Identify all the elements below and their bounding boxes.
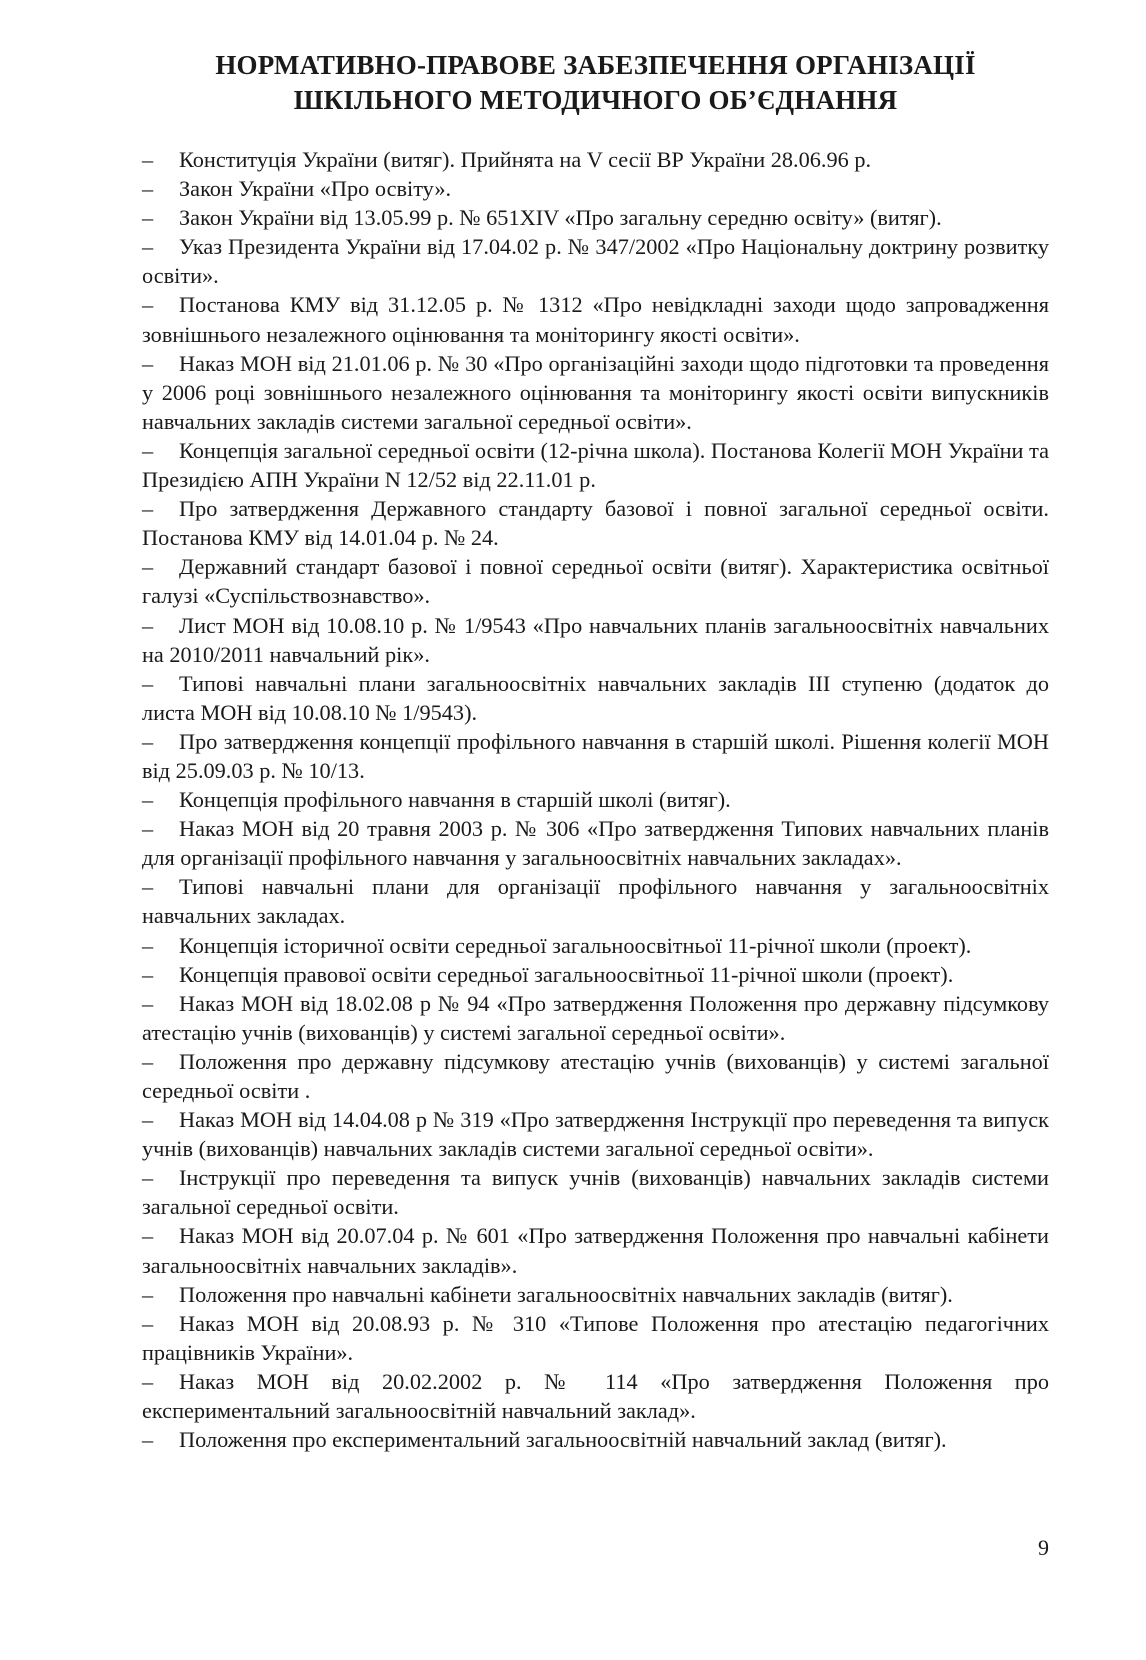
list-item-text: Про затвердження концепції профільного навчання в старшій школі. Рішення колегії МОН від 25.09.03 р. № 10/13. xyxy=(142,728,1049,783)
list-item xyxy=(142,669,1049,727)
list-bullet: – xyxy=(142,554,154,580)
list-item-text: Наказ МОН від 20.08.93 р. № 310 «Типове Положення про атестацію педагогічних працівників України». xyxy=(142,1310,1049,1365)
list-bullet: – xyxy=(142,292,154,318)
list-item-text: Наказ МОН від 14.04.08 р № 319 «Про затвердження Інструкції про переведення та випуск учнів (вихованців) навчальних закладів системи загальної середньої освіти». xyxy=(142,1107,1049,1162)
list-item xyxy=(142,290,1049,348)
list-item xyxy=(142,145,1049,174)
list-bullet: – xyxy=(142,1281,154,1307)
list-item xyxy=(142,611,1049,669)
list-item xyxy=(142,1367,1049,1425)
list-bullet: – xyxy=(142,728,154,754)
list-item-text: Наказ МОН від 20.02.2002 р. № 114 «Про затвердження Положення про експериментальний загальноосвітній навчальний заклад». xyxy=(142,1368,1049,1424)
list-item xyxy=(142,989,1049,1047)
list-bullet: – xyxy=(142,1048,154,1074)
list-item-text: Типові навчальні плани для організації профільного навчання у загальноосвітніх навчальних закладах. xyxy=(142,874,1049,929)
list-item-text: Державний стандарт базової і повної середньої освіти (витяг). Характеристика освітньої галузі «Суспільствознавство». xyxy=(142,554,1049,609)
list-bullet: – xyxy=(142,874,154,900)
list-bullet: – xyxy=(142,1368,154,1394)
list-item xyxy=(142,552,1049,610)
list-bullet: – xyxy=(142,350,154,376)
list-item xyxy=(142,814,1049,872)
list-bullet: – xyxy=(142,670,154,696)
list-item xyxy=(142,872,1049,930)
list-item-text: Концепція загальної середньої освіти (12-річна школа). Постанова Колегії МОН України та Президією АПН України N 12/52 від 22.11.01 р. xyxy=(142,437,1049,493)
list-item-text: Концепція історичної освіти середньої загальноосвітньої 11-річної школи (проект). xyxy=(179,932,972,958)
list-item xyxy=(142,349,1049,436)
title-line-2: ШКІЛЬНОГО МЕТОДИЧНОГО ОБ’ЄДНАННЯ xyxy=(293,85,898,115)
list-item xyxy=(142,931,1049,960)
list-bullet: – xyxy=(142,1107,154,1133)
list-bullet: – xyxy=(142,437,154,463)
list-item-text: Наказ МОН від 20 травня 2003 р. № 306 «Про затвердження Типових навчальних планів для організації профільного навчання у загальноосвітніх навчальних закладах». xyxy=(142,816,1049,871)
list-bullet: – xyxy=(142,147,154,172)
list-item xyxy=(142,174,1049,203)
list-item xyxy=(142,727,1049,785)
list-item-text: Типові навчальні плани загальноосвітніх навчальних закладів III ступеню (додаток до листа МОН від 10.08.10 № 1/9543). xyxy=(142,670,1049,725)
list-bullet: – xyxy=(142,176,154,202)
list-bullet: – xyxy=(142,816,154,842)
list-item xyxy=(142,1425,1049,1454)
list-item xyxy=(142,785,1049,814)
list-bullet: – xyxy=(142,1223,154,1249)
list-item-text: Концепція профільного навчання в старшій школі (витяг). xyxy=(179,787,731,813)
list-item-text: Концепція правової освіти середньої загальноосвітньої 11-річної школи (проект). xyxy=(179,961,954,987)
list-item xyxy=(142,1105,1049,1163)
list-item-text: Лист МОН від 10.08.10 р. № 1/9543 «Про навчальних планів загальноосвітніх навчальних на 2010/2011 навчальний рік». xyxy=(142,612,1049,667)
list-item-text: Постанова КМУ від 31.12.05 р. № 1312 «Про невідкладні заходи щодо запровадження зовнішнього незалежного оцінювання та моніторингу якості освіти». xyxy=(142,292,1049,347)
list-item xyxy=(142,232,1049,290)
list-bullet: – xyxy=(142,787,154,813)
list-item-text: Указ Президента України від 17.04.02 р. № 347/2002 «Про Національну доктрину розвитку освіти». xyxy=(142,234,1049,289)
list-item xyxy=(142,1047,1049,1105)
page-title xyxy=(142,48,1049,118)
list-item xyxy=(142,1309,1049,1367)
title-line-1: НОРМАТИВНО-ПРАВОВЕ ЗАБЕЗПЕЧЕННЯ ОРГАНІЗАЦІЇ xyxy=(215,50,976,80)
document-page xyxy=(142,48,1049,1454)
list-item xyxy=(142,436,1049,494)
list-item-text: Конституція України (витяг). Прийнята на V сесії ВР України 28.06.96 р. xyxy=(179,147,872,172)
list-item-text: Положення про експериментальний загальноосвітній навчальний заклад (витяг). xyxy=(179,1427,947,1453)
list-bullet: – xyxy=(142,496,154,522)
list-item xyxy=(142,1280,1049,1309)
list-item-text: Закон України «Про освіту». xyxy=(179,176,452,202)
list-bullet: – xyxy=(142,205,154,231)
list-item xyxy=(142,1221,1049,1279)
list-bullet: – xyxy=(142,612,154,638)
list-item-text: Наказ МОН від 18.02.08 р № 94 «Про затвердження Положення про державну підсумкову атестацію учнів (вихованців) у системі загальної середньої освіти». xyxy=(142,990,1049,1045)
regulation-list xyxy=(142,145,1049,1454)
page-number: 9 xyxy=(1038,1535,1049,1560)
list-bullet: – xyxy=(142,932,154,958)
list-item-text: Наказ МОН від 20.07.04 р. № 601 «Про затвердження Положення про навчальні кабінети загальноосвітніх навчальних закладів». xyxy=(142,1223,1049,1278)
list-bullet: – xyxy=(142,990,154,1016)
list-item-text: Інструкції про переведення та випуск учнів (вихованців) навчальних закладів системи загальної середньої освіти. xyxy=(142,1165,1049,1220)
list-item-text: Про затвердження Державного стандарту базової і повної загальної середньої освіти. Постанова КМУ від 14.01.04 р. № 24. xyxy=(142,496,1049,551)
list-item-text: Положення про навчальні кабінети загальноосвітніх навчальних закладів (витяг). xyxy=(179,1281,953,1307)
list-bullet: – xyxy=(142,961,154,987)
list-item-text: Наказ МОН від 21.01.06 р. № 30 «Про організаційні заходи щодо підготовки та проведення у 2006 році зовнішнього незалежного оцінювання та моніторингу якості освіти випускників навчальних закладів системи загальної середньої освіти». xyxy=(142,350,1049,434)
list-bullet: – xyxy=(142,1427,154,1453)
list-bullet: – xyxy=(142,1165,154,1191)
list-bullet: – xyxy=(142,1310,154,1336)
list-item xyxy=(142,1163,1049,1221)
list-item xyxy=(142,494,1049,552)
list-item-text: Положення про державну підсумкову атестацію учнів (вихованців) у системі загальної середньої освіти . xyxy=(142,1048,1049,1103)
list-item xyxy=(142,203,1049,232)
list-item-text: Закон України від 13.05.99 р. № 651XIV «Про загальну середню освіту» (витяг). xyxy=(179,205,942,231)
list-bullet: – xyxy=(142,234,154,260)
list-item xyxy=(142,960,1049,989)
